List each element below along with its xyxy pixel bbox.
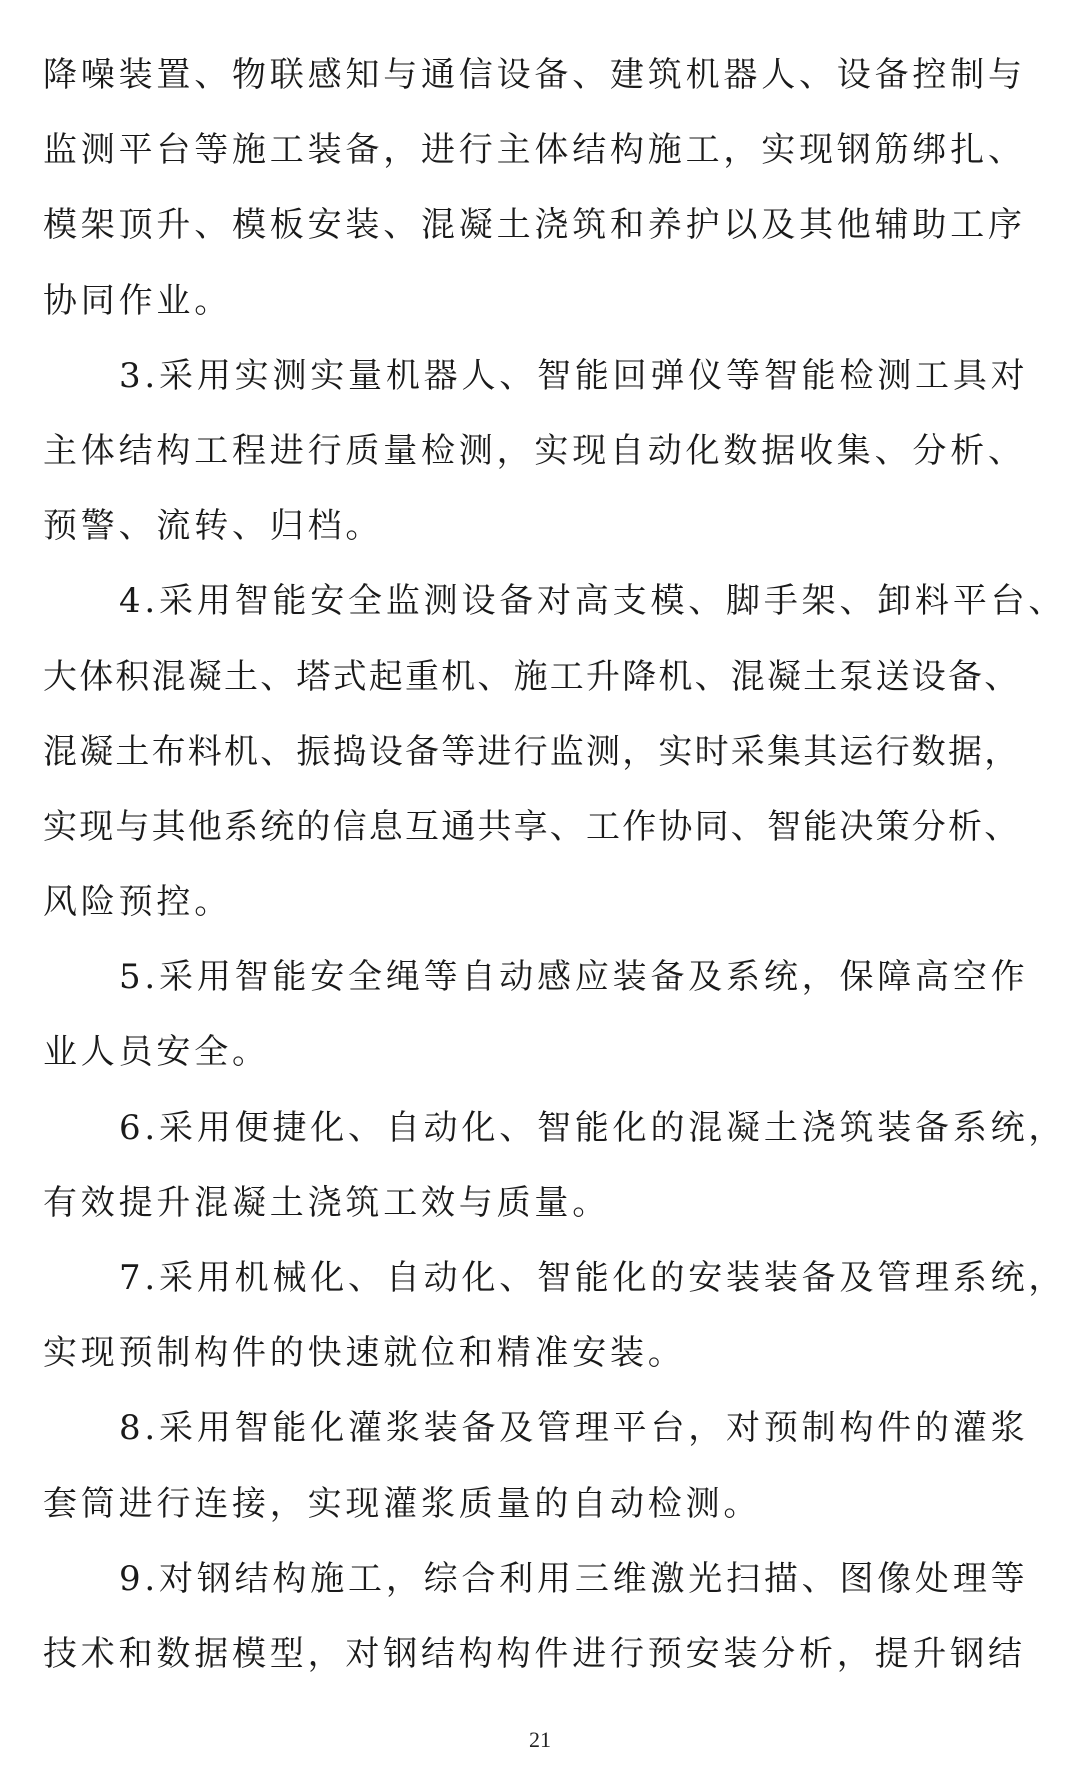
paragraph-item-8 — [43, 1391, 1037, 1541]
text-line: 风险预控。 — [43, 882, 232, 923]
paragraph-item-5 — [43, 940, 1037, 1090]
text-line: 预警、流转、归档。 — [43, 506, 384, 547]
text-line: 8.采用智能化灌浆装备及管理平台，对预制构件的灌浆 — [119, 1408, 1029, 1449]
paragraph-item-3 — [43, 339, 1037, 565]
text-line: 混凝土布料机、振捣设备等进行监测，实时采集其运行数据， — [43, 731, 1021, 772]
body-text — [43, 38, 1067, 1692]
text-line: 4.采用智能安全监测设备对高支模、脚手架、卸料平台、 — [119, 581, 1067, 622]
text-line: 模架顶升、模板安装、混凝土浇筑和养护以及其他辅助工序 — [43, 205, 1026, 246]
paragraph-item-9 — [43, 1542, 1037, 1692]
text-line: 3.采用实测实量机器人、智能回弹仪等智能检测工具对 — [119, 355, 1029, 396]
text-line: 监测平台等施工装备，进行主体结构施工，实现钢筋绑扎、 — [43, 130, 1026, 171]
text-line: 6.采用便捷化、自动化、智能化的混凝土浇筑装备系统， — [119, 1107, 1067, 1148]
text-line: 实现与其他系统的信息互通共享、工作协同、智能决策分析、 — [43, 806, 1021, 847]
paragraph-item-6 — [43, 1091, 1067, 1241]
text-line: 降噪装置、物联感知与通信设备、建筑机器人、设备控制与 — [43, 55, 1026, 95]
text-line: 5.采用智能安全绳等自动感应装备及系统，保障高空作 — [119, 957, 1029, 998]
text-line: 业人员安全。 — [43, 1032, 270, 1073]
text-line: 协同作业。 — [43, 280, 232, 321]
text-line: 主体结构工程进行质量检测，实现自动化数据收集、分析、 — [43, 430, 1026, 471]
text-line: 7.采用机械化、自动化、智能化的安装装备及管理系统， — [119, 1258, 1067, 1298]
text-line: 9.对钢结构施工，综合利用三维激光扫描、图像处理等 — [119, 1558, 1029, 1599]
paragraph-item-7 — [43, 1241, 1067, 1391]
text-line: 技术和数据模型，对钢结构构件进行预安装分析，提升钢结 — [43, 1633, 1026, 1674]
page-number: 21 — [529, 1727, 551, 1752]
text-line: 大体积混凝土、塔式起重机、施工升降机、混凝土泵送设备、 — [43, 656, 1021, 697]
paragraph-item-4 — [43, 564, 1067, 940]
text-line: 实现预制构件的快速就位和精准安装。 — [43, 1333, 686, 1374]
text-line: 套筒进行连接，实现灌浆质量的自动检测。 — [43, 1483, 762, 1524]
paragraph-continuation — [43, 38, 1037, 339]
text-line: 有效提升混凝土浇筑工效与质量。 — [43, 1182, 610, 1223]
